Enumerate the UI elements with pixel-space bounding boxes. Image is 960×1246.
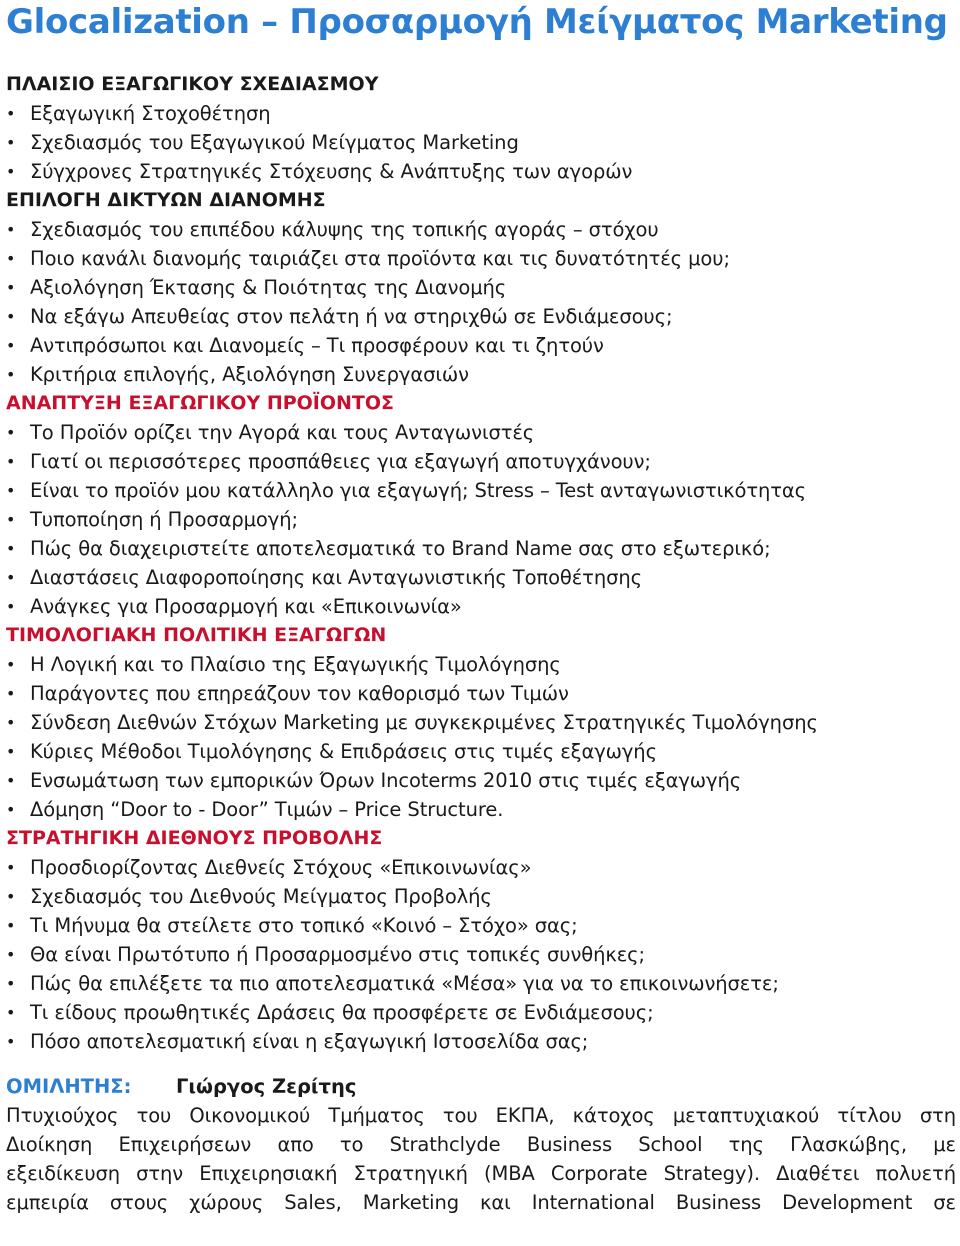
list-item xyxy=(6,737,956,766)
list-item xyxy=(6,244,956,273)
list-item-text: Εξαγωγική Στοχοθέτηση xyxy=(30,102,271,125)
list-item-text: Πώς θα διαχειριστείτε αποτελεσματικά το Brand Name σας στο εξωτερικό; xyxy=(30,537,771,560)
section xyxy=(6,824,956,1056)
bullet-icon: • xyxy=(6,336,16,355)
section-heading: ΑΝΑΠΤΥΞΗ ΕΞΑΓΩΓΙΚΟΥ ΠΡΟΪΟΝΤΟΣ xyxy=(6,392,395,414)
list-item xyxy=(6,563,956,592)
bullet-icon: • xyxy=(6,220,16,239)
bullet-list xyxy=(6,853,956,1056)
list-item-text: Πόσο αποτελεσματική είναι η εξαγωγική Ιστοσελίδα σας; xyxy=(30,1030,589,1053)
list-item xyxy=(6,998,956,1027)
bullet-icon: • xyxy=(6,510,16,529)
list-item-text: Ποιο κανάλι διανομής ταιριάζει στα προϊόντα και τις δυνατότητές μου; xyxy=(30,247,730,270)
speaker-line xyxy=(6,1072,956,1101)
list-item-text: Αντιπρόσωποι και Διανομείς – Τι προσφέρουν και τι ζητούν xyxy=(30,334,604,357)
list-item xyxy=(6,157,956,186)
list-item xyxy=(6,940,956,969)
bullet-icon: • xyxy=(6,974,16,993)
bullet-icon: • xyxy=(6,452,16,471)
list-item-text: Γιατί οι περισσότερες προσπάθειες για εξαγωγή αποτυγχάνουν; xyxy=(30,450,651,473)
section xyxy=(6,389,956,621)
list-item xyxy=(6,592,956,621)
sections-container xyxy=(6,70,956,1056)
list-item-text: Το Προϊόν ορίζει την Αγορά και τους Ανταγωνιστές xyxy=(30,421,535,444)
section-heading: ΕΠΙΛΟΓΗ ΔΙΚΤΥΩΝ ΔΙΑΝΟΜΗΣ xyxy=(6,189,326,211)
bullet-icon: • xyxy=(6,655,16,674)
speaker-name: Γιώργος Ζερίτης xyxy=(176,1075,357,1098)
list-item xyxy=(6,273,956,302)
list-item xyxy=(6,505,956,534)
list-item xyxy=(6,128,956,157)
section-heading: ΠΛΑΙΣΙΟ ΕΞΑΓΩΓΙΚΟΥ ΣΧΕΔΙΑΣΜΟΥ xyxy=(6,73,379,95)
bio-line: Διοίκηση Επιχειρήσεων απο το Strathclyde Business School της Γλασκώβης, με xyxy=(6,1133,956,1156)
bullet-icon: • xyxy=(6,162,16,181)
list-item xyxy=(6,534,956,563)
list-item-text: Κριτήρια επιλογής, Αξιολόγηση Συνεργασιών xyxy=(30,363,469,386)
list-item xyxy=(6,476,956,505)
list-item-text: Θα είναι Πρωτότυπο ή Προσαρμοσμένο στις τοπικές συνθήκες; xyxy=(30,943,645,966)
list-item xyxy=(6,708,956,737)
list-item xyxy=(6,795,956,824)
list-item xyxy=(6,1027,956,1056)
bullet-icon: • xyxy=(6,742,16,761)
bullet-icon: • xyxy=(6,568,16,587)
bio-line: εξειδίκευση στην Επιχειρησιακή Στρατηγική (MBA Corporate Strategy). Διαθέτει πολυετή xyxy=(6,1162,956,1185)
bullet-icon: • xyxy=(6,800,16,819)
bullet-icon: • xyxy=(6,684,16,703)
bullet-icon: • xyxy=(6,1003,16,1022)
list-item xyxy=(6,360,956,389)
bio-line: Πτυχιούχος του Οικονομικού Τμήματος του ΕΚΠΑ, κάτοχος μεταπτυχιακού τίτλου στη xyxy=(6,1104,956,1127)
list-item-text: Κύριες Μέθοδοι Τιμολόγησης & Επιδράσεις στις τιμές εξαγωγής xyxy=(30,740,657,763)
list-item xyxy=(6,650,956,679)
speaker-label: ΟΜΙΛΗΤΗΣ: xyxy=(6,1075,132,1098)
bullet-icon: • xyxy=(6,858,16,877)
bio-line: εμπειρία στους χώρους Sales, Marketing και International Business Development σε xyxy=(6,1191,956,1214)
list-item-text: Σχεδιασμός του Εξαγωγικού Μείγματος Marketing xyxy=(30,131,519,154)
list-item xyxy=(6,853,956,882)
section-heading: ΤΙΜΟΛΟΓΙΑΚΗ ΠΟΛΙΤΙΚΗ ΕΞΑΓΩΓΩΝ xyxy=(6,624,387,646)
list-item-text: Τι είδους προωθητικές Δράσεις θα προσφέρετε σε Ενδιάμεσους; xyxy=(30,1001,654,1024)
list-item-text: Να εξάγω Απευθείας στον πελάτη ή να στηριχθώ σε Ενδιάμεσους; xyxy=(30,305,673,328)
list-item xyxy=(6,99,956,128)
document-page xyxy=(6,0,956,1217)
speaker-bio xyxy=(6,1101,956,1217)
list-item xyxy=(6,911,956,940)
bullet-list xyxy=(6,99,956,186)
bullet-icon: • xyxy=(6,249,16,268)
list-item xyxy=(6,882,956,911)
list-item-text: Τι Μήνυμα θα στείλετε στο τοπικό «Κοινό – Στόχο» σας; xyxy=(30,914,578,937)
bullet-icon: • xyxy=(6,945,16,964)
list-item-text: Τυποποίηση ή Προσαρμογή; xyxy=(30,508,298,531)
bullet-icon: • xyxy=(6,887,16,906)
bullet-icon: • xyxy=(6,713,16,732)
bullet-icon: • xyxy=(6,423,16,442)
bullet-icon: • xyxy=(6,365,16,384)
bullet-icon: • xyxy=(6,133,16,152)
list-item xyxy=(6,447,956,476)
page-title: Glocalization – Προσαρμογή Μείγματος Marketing xyxy=(6,2,948,42)
list-item-text: Αξιολόγηση Έκτασης & Ποιότητας της Διανομής xyxy=(30,276,507,299)
bullet-icon: • xyxy=(6,1032,16,1051)
bullet-list xyxy=(6,418,956,621)
list-item xyxy=(6,302,956,331)
bullet-list xyxy=(6,215,956,389)
list-item-text: Σύνδεση Διεθνών Στόχων Marketing με συγκεκριμένες Στρατηγικές Τιμολόγησης xyxy=(30,711,818,734)
bullet-icon: • xyxy=(6,771,16,790)
list-item-text: Είναι το προϊόν μου κατάλληλο για εξαγωγή; Stress – Test ανταγωνιστικότητας xyxy=(30,479,806,502)
section-heading: ΣΤΡΑΤΗΓΙΚΗ ΔΙΕΘΝΟΥΣ ΠΡΟΒΟΛΗΣ xyxy=(6,827,383,849)
list-item-text: Ανάγκες για Προσαρμογή και «Επικοινωνία» xyxy=(30,595,462,618)
list-item xyxy=(6,215,956,244)
section xyxy=(6,70,956,186)
list-item-text: Σύγχρονες Στρατηγικές Στόχευσης & Ανάπτυξης των αγορών xyxy=(30,160,633,183)
list-item-text: Σχεδιασμός του Διεθνούς Μείγματος Προβολής xyxy=(30,885,492,908)
list-item xyxy=(6,766,956,795)
section xyxy=(6,186,956,389)
list-item xyxy=(6,418,956,447)
list-item xyxy=(6,969,956,998)
bullet-icon: • xyxy=(6,539,16,558)
bullet-list xyxy=(6,650,956,824)
list-item-text: Πώς θα επιλέξετε τα πιο αποτελεσματικά «Μέσα» για να το επικοινωνήσετε; xyxy=(30,972,779,995)
list-item xyxy=(6,679,956,708)
list-item-text: Δόμηση “Door to - Door” Τιμών – Price Structure. xyxy=(30,798,504,821)
bullet-icon: • xyxy=(6,597,16,616)
list-item-text: Η Λογική και το Πλαίσιο της Εξαγωγικής Τιμολόγησης xyxy=(30,653,561,676)
bullet-icon: • xyxy=(6,307,16,326)
list-item-text: Παράγοντες που επηρεάζουν τον καθορισμό των Τιμών xyxy=(30,682,569,705)
list-item-text: Προσδιορίζοντας Διεθνείς Στόχους «Επικοινωνίας» xyxy=(30,856,532,879)
list-item-text: Σχεδιασμός του επιπέδου κάλυψης της τοπικής αγοράς – στόχου xyxy=(30,218,659,241)
list-item xyxy=(6,331,956,360)
bullet-icon: • xyxy=(6,481,16,500)
bullet-icon: • xyxy=(6,278,16,297)
list-item-text: Ενσωμάτωση των εμπορικών Όρων Incoterms 2010 στις τιμές εξαγωγής xyxy=(30,769,742,792)
bullet-icon: • xyxy=(6,916,16,935)
bullet-icon: • xyxy=(6,104,16,123)
list-item-text: Διαστάσεις Διαφοροποίησης και Ανταγωνιστικής Τοποθέτησης xyxy=(30,566,642,589)
section xyxy=(6,621,956,824)
